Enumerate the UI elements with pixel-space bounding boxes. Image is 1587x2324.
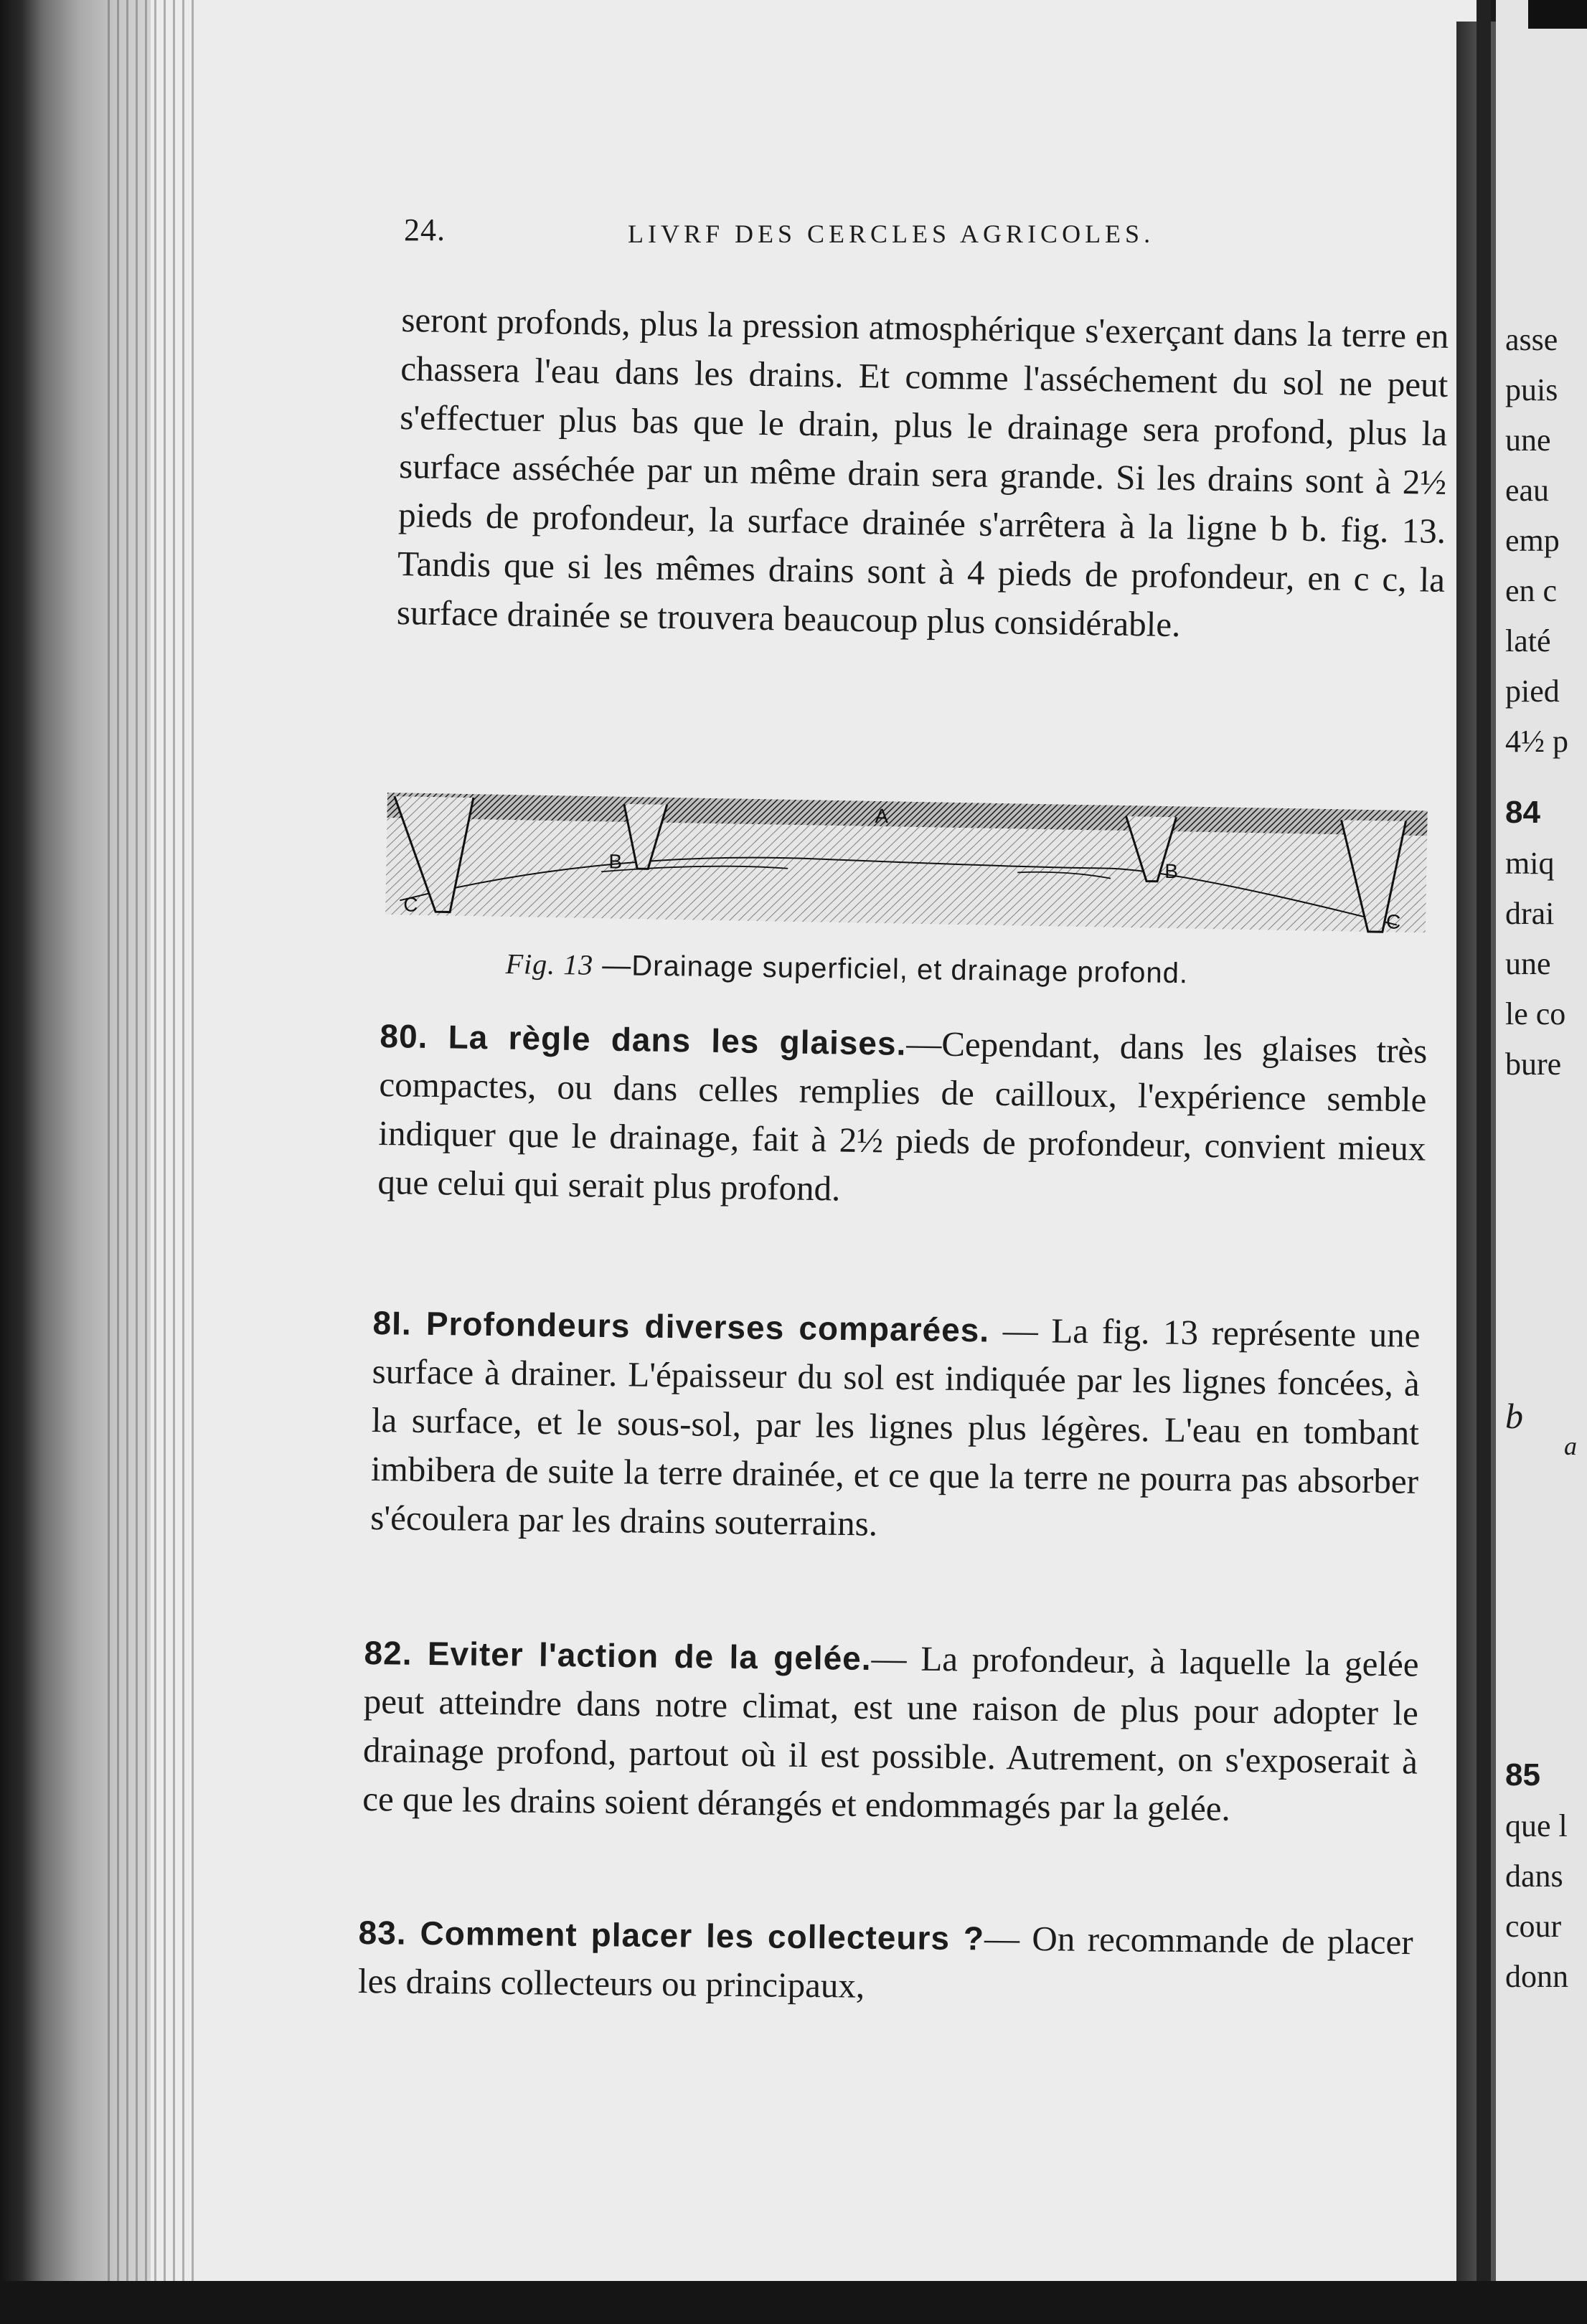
- section-text: — La fig. 13 représente une surface à drainer. L'épaisseur du sol est indiquée par les lignes foncées, à la surface, et le sous-sol, par les lignes plus légères. L'eau en tombant imbibera de suite la terre drainée, et ce que la terre ne pourra pas absorber s'écoulera par les drains souterrains.: [369, 1310, 1421, 1544]
- section-83: [358, 1908, 1413, 2016]
- facing-fragment: eau: [1505, 473, 1550, 508]
- facing-fragment: a: [1564, 1432, 1577, 1460]
- section-heading: 82. Eviter l'action de la gelée.: [364, 1633, 872, 1678]
- facing-fragment: b: [1505, 1396, 1523, 1436]
- intro-paragraph: seront profonds, plus la pression atmosphérique s'exerçant dans la terre en chassera l'eau dans les drains. Et comme l'asséchement du sol ne peut s'effectuer plus bas que le drain, plus le drainage sera profond, plus la surface asséchée par un même drain sera grande. Si les drains sont à 2½ pieds de profondeur, la surface drainée s'arrêtera à la ligne b b. fig. 13. Tandis que si les mêmes drains sont à 4 pieds de profondeur, en c c, la surface drainée se trouvera beaucoup plus considérable.: [396, 299, 1449, 645]
- page-edges: [108, 0, 194, 2324]
- section-80: [377, 1011, 1428, 1222]
- section-82: [362, 1628, 1419, 1836]
- label-c-right: C: [1385, 910, 1401, 933]
- caption-text: —Drainage superficiel, et drainage profond.: [602, 949, 1189, 990]
- scan-border-top: [1528, 0, 1587, 29]
- scan-border-bottom: [0, 2281, 1587, 2324]
- facing-fragment: asse: [1505, 322, 1558, 357]
- running-title: LIVRF DES CERCLES AGRICOLES.: [628, 219, 1155, 248]
- facing-fragment: drai: [1505, 896, 1555, 931]
- label-c-left: C: [403, 893, 418, 916]
- facing-fragment: bure: [1505, 1047, 1562, 1082]
- section-heading: 80. La règle dans les glaises.: [380, 1016, 907, 1062]
- caption-figure-number: Fig. 13: [505, 947, 594, 981]
- section-81: [370, 1298, 1421, 1555]
- facing-fragment: en c: [1505, 573, 1558, 608]
- drainage-diagram: [385, 793, 1428, 954]
- facing-fragment: emp: [1505, 523, 1560, 558]
- facing-fragment: miq: [1505, 846, 1555, 881]
- facing-fragment: le co: [1505, 996, 1566, 1031]
- page-header: [404, 212, 1251, 262]
- facing-fragment: dans: [1505, 1858, 1563, 1894]
- label-b-left: B: [608, 850, 623, 873]
- facing-fragment: 85: [1505, 1757, 1540, 1792]
- facing-fragment: 84: [1505, 795, 1540, 830]
- facing-fragment: pied: [1505, 674, 1560, 709]
- facing-fragment: une: [1505, 946, 1551, 981]
- section-heading: 83. Comment placer les collecteurs ?: [358, 1913, 985, 1957]
- facing-fragment: 4½ p: [1505, 724, 1568, 759]
- section-heading: 8I. Profondeurs diverses comparées.: [372, 1303, 990, 1349]
- gutter-shadow: [1477, 0, 1491, 2324]
- facing-fragment: puis: [1505, 372, 1558, 407]
- section-text: —Cependant, dans les glaises très compactes, ou dans celles remplies de cailloux, l'expérience semble indiquer que le drainage, fait à 2½ pieds de profondeur, convient mieux que celui qui serait plus profond.: [377, 1023, 1428, 1209]
- label-b-right: B: [1164, 859, 1179, 883]
- section-text: — On recommande de placer les drains collecteurs ou principaux,: [357, 1918, 1413, 2006]
- page-number: 24.: [404, 212, 446, 247]
- facing-fragment: cour: [1505, 1909, 1562, 1944]
- section-text: — La profondeur, à laquelle la gelée peut atteindre dans notre climat, est une raison de plus pour adopter le drainage profond, partout où il est possible. Autrement, on s'exposerait à ce que les drains soient dérangés et endommagés par la gelée.: [362, 1638, 1419, 1828]
- facing-fragment: laté: [1505, 623, 1551, 658]
- facing-fragment: que l: [1505, 1808, 1568, 1843]
- label-a: A: [875, 804, 889, 828]
- facing-fragment: une: [1505, 422, 1551, 458]
- facing-fragment: donn: [1505, 1959, 1568, 1994]
- figure-13: [385, 793, 1428, 954]
